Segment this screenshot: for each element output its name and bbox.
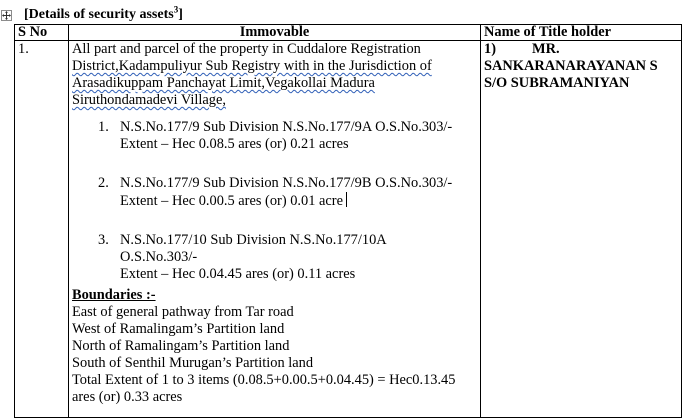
description-line: Siruthondamadevi Village, bbox=[72, 92, 226, 108]
property-description bbox=[72, 41, 477, 109]
cell-sno[interactable] bbox=[15, 41, 69, 418]
boundary-north: North of Ramalingam’s Partition land bbox=[72, 338, 290, 354]
cell-immovable[interactable] bbox=[69, 41, 481, 418]
column-header-sno: S No bbox=[15, 25, 69, 41]
item-survey-line: N.S.No.177/9 Sub Division N.S.No.177/9A O.S.No.303/- bbox=[120, 119, 453, 135]
column-header-holder: Name of Title holder bbox=[481, 25, 682, 41]
holder-line bbox=[484, 41, 678, 58]
item-number: 1. bbox=[98, 119, 109, 135]
text-cursor bbox=[346, 192, 347, 207]
heading-text: [Details of security assets bbox=[24, 7, 174, 22]
item-extent-line: Extent – Hec 0.08.5 ares (or) 0.21 acres bbox=[120, 136, 349, 152]
description-line: All part and parcel of the property in Cuddalore Registration bbox=[72, 41, 421, 57]
description-line: Arasadikuppam Panchayat Limit,Vegakollai Madura bbox=[72, 75, 375, 91]
cell-holder[interactable] bbox=[481, 41, 682, 418]
list-item bbox=[72, 119, 477, 153]
section-heading bbox=[24, 6, 183, 24]
table-move-handle[interactable] bbox=[1, 10, 12, 21]
boundary-east: East of general pathway from Tar road bbox=[72, 304, 294, 320]
heading-bracket: ] bbox=[178, 7, 183, 22]
boundary-west: West of Ramalingam’s Partition land bbox=[72, 321, 285, 337]
footnote-marker[interactable]: 3 bbox=[173, 4, 179, 15]
boundaries-title: Boundaries :- bbox=[72, 287, 156, 303]
boundary-south: South of Senthil Murugan’s Partition land bbox=[72, 355, 314, 371]
item-number: 3. bbox=[98, 232, 109, 248]
header-row bbox=[15, 25, 682, 41]
column-header-immovable: Immovable bbox=[69, 25, 481, 41]
item-survey-line: N.S.No.177/10 Sub Division N.S.No.177/10A bbox=[120, 232, 387, 248]
serial-number: 1. bbox=[18, 41, 29, 57]
boundaries-list bbox=[72, 304, 477, 406]
security-assets-table bbox=[14, 24, 682, 418]
list-item bbox=[72, 232, 477, 283]
move-arrows-icon bbox=[2, 11, 11, 20]
item-survey-line: N.S.No.177/9 Sub Division N.S.No.177/9B O.S.No.303/- bbox=[120, 175, 453, 191]
item-number: 2. bbox=[98, 175, 109, 191]
description-line: District,Kadampuliyur Sub Registry with in the Jurisdiction of bbox=[72, 58, 432, 74]
item-extent-line: Extent – Hec 0.00.5 ares (or) 0.01 acre bbox=[120, 193, 343, 209]
holder-title: MR. bbox=[532, 41, 560, 57]
item-extent-line: Extent – Hec 0.04.45 ares (or) 0.11 acres bbox=[120, 266, 356, 282]
total-extent-line: Total Extent of 1 to 3 items (0.08.5+0.00.5+0.04.45) = Hec0.13.45 bbox=[72, 372, 456, 388]
item-os-line: O.S.No.303/- bbox=[120, 249, 198, 265]
holder-parent: S/O SUBRAMANIYAN bbox=[484, 75, 630, 91]
total-extent-line: ares (or) 0.33 acres bbox=[72, 389, 183, 405]
list-item bbox=[72, 175, 477, 210]
holder-number: 1) bbox=[484, 41, 496, 57]
holder-name: SANKARANARAYANAN S bbox=[484, 58, 658, 74]
table-row bbox=[15, 41, 682, 418]
